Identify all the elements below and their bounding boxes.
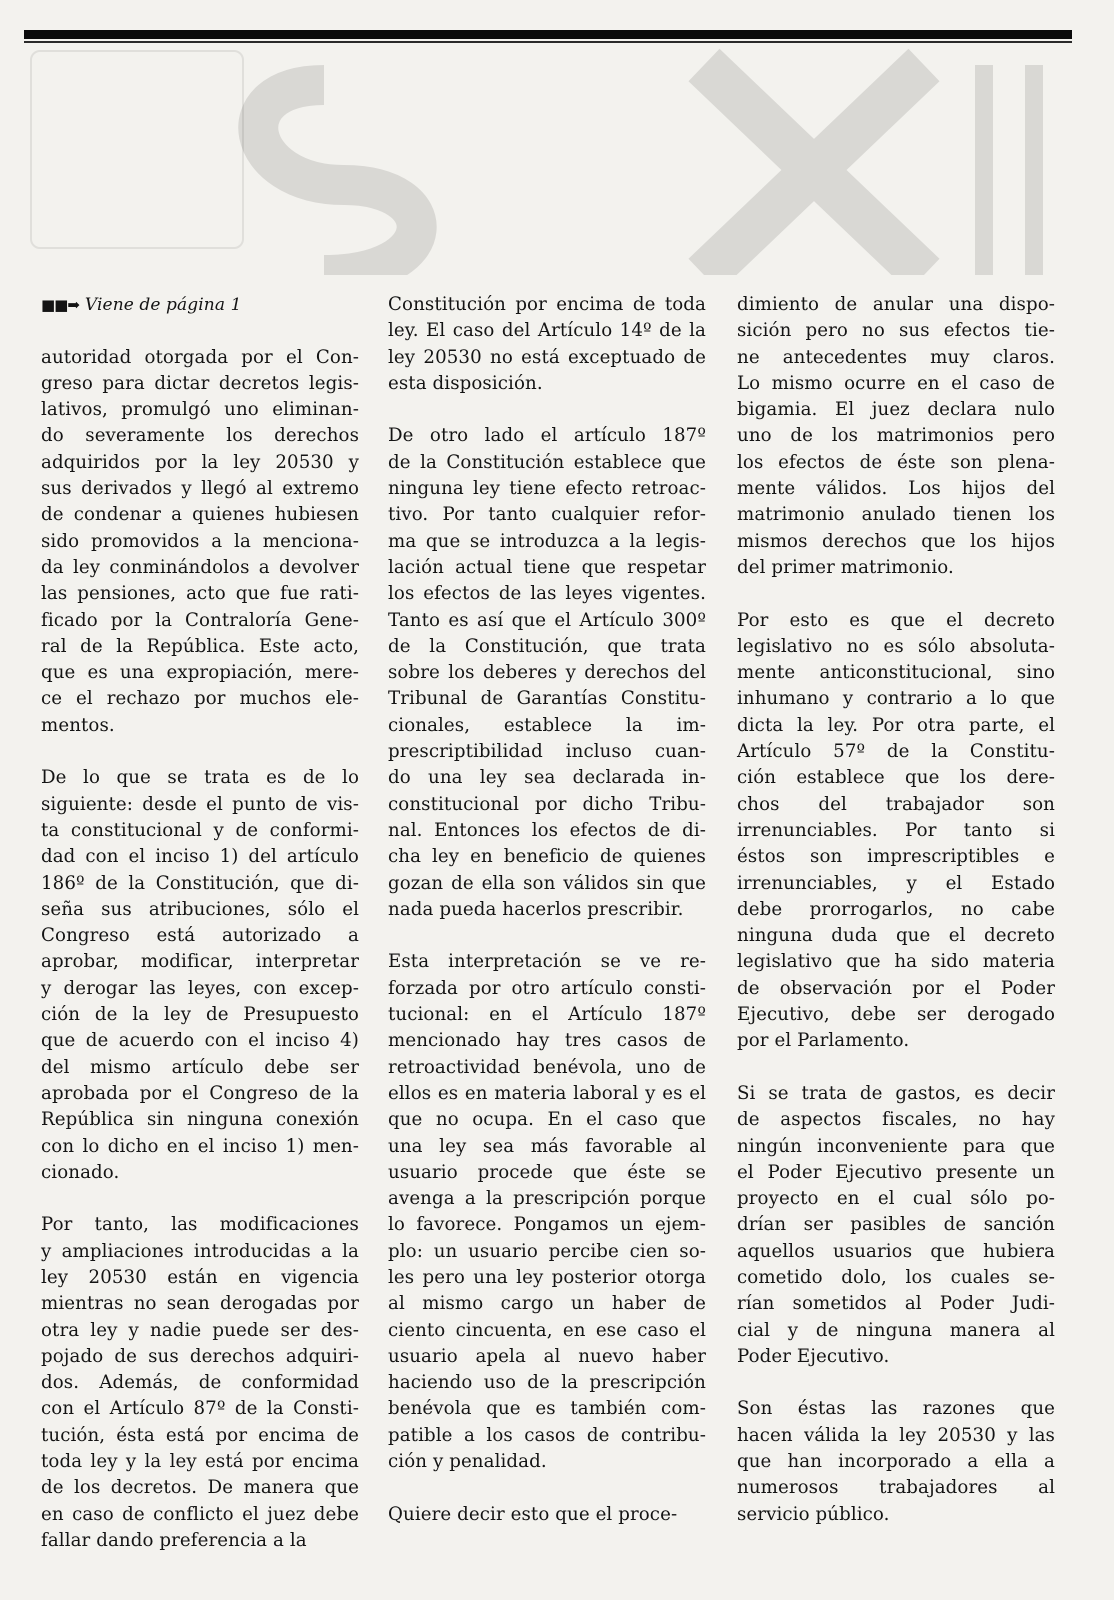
- text-line: pojado de sus derechos adquiri-: [41, 1345, 359, 1367]
- top-rule-thin: [24, 41, 1072, 43]
- text-line: do una ley sea declarada in-: [388, 767, 706, 789]
- article-column-2: [388, 292, 706, 1528]
- text-line: mente válidos. Los hijos del: [737, 478, 1055, 500]
- text-line: lativos, promulgó uno eliminan-: [41, 399, 359, 421]
- text-line: seña sus atribuciones, sólo el: [41, 898, 359, 920]
- text-line: cial y de ninguna manera al: [737, 1319, 1055, 1341]
- text-line: Tribunal de Garantías Constitu-: [388, 688, 706, 710]
- text-line: por el Parlamento.: [737, 1030, 910, 1052]
- spacer: [41, 318, 359, 344]
- text-line: mientras no sean derogadas por: [41, 1293, 359, 1315]
- text-line: ficado por la Contraloría Gene-: [41, 609, 359, 631]
- text-line: chos del trabajador son: [737, 793, 1055, 815]
- text-line: dimiento de anular una dispo-: [737, 294, 1055, 315]
- text-line: ciento cincuenta, en ese caso el: [388, 1319, 706, 1341]
- text-line: rían sometidos al Poder Judi-: [737, 1293, 1055, 1315]
- text-line: tución, ésta está por encima de: [41, 1424, 359, 1446]
- text-line: Esta interpretación se ve re-: [388, 951, 706, 973]
- text-line: mentos.: [41, 714, 115, 736]
- text-line: tucional: en el Artículo 187º: [388, 1004, 706, 1026]
- arrow-right-icon: ■■➡: [41, 296, 79, 314]
- text-line: irrenunciables, y el Estado: [737, 872, 1055, 894]
- text-line: ma que se introduzca a la legis-: [388, 530, 706, 552]
- top-rule: [24, 30, 1072, 39]
- text-line: debe prorrogarlos, no cabe: [737, 898, 1055, 920]
- text-line: sus derivados y llegó al extremo: [41, 478, 359, 500]
- text-line: Quiere decir esto que el proce-: [388, 1503, 678, 1525]
- text-line: República sin ninguna conexión: [41, 1109, 359, 1131]
- text-line: legislativo que ha sido materia: [737, 951, 1055, 973]
- text-line: que han incorporado a ella a: [737, 1451, 1055, 1473]
- text-line: Son éstas las razones que: [737, 1398, 1055, 1420]
- text-line: ción de la ley de Presupuesto: [41, 1004, 359, 1026]
- text-line: dad con el inciso 1) del artículo: [41, 846, 359, 868]
- text-line: que es una expropiación, mere-: [41, 662, 359, 684]
- text-line: esta disposición.: [388, 372, 543, 394]
- continuation-label: [41, 292, 359, 318]
- text-line: de aspectos fiscales, no hay: [737, 1109, 1055, 1131]
- text-line: Por esto es que el decreto: [737, 609, 1055, 631]
- paragraph-break: [388, 1475, 706, 1501]
- text-line: dos. Además, de conformidad: [41, 1372, 359, 1394]
- text-line: proyecto en el cual sólo po-: [737, 1188, 1055, 1210]
- text-line: del primer matrimonio.: [737, 556, 954, 578]
- text-line: Si se trata de gastos, es decir: [737, 1082, 1055, 1104]
- text-line: aquellos usuarios que hubiera: [737, 1240, 1055, 1262]
- text-line: el Poder Ejecutivo presente un: [737, 1161, 1055, 1183]
- text-line: cionales, establece la im-: [388, 714, 706, 736]
- text-line: nada pueda hacerlos prescribir.: [388, 898, 684, 920]
- text-line: ley. El caso del Artículo 14º de la: [388, 320, 706, 342]
- text-line: 186º de la Constitución, que di-: [41, 872, 359, 894]
- paragraph-break: [737, 1370, 1055, 1396]
- paragraph-break: [41, 1186, 359, 1212]
- text-line: aprobar, modificar, interpretar: [41, 951, 359, 973]
- text-line: adquiridos por la ley 20530 y: [41, 451, 359, 473]
- text-line: de observación por el Poder: [737, 977, 1055, 999]
- text-line: drían ser pasibles de sanción: [737, 1214, 1055, 1236]
- text-line: ley 20530 no está exceptuado de: [388, 346, 706, 368]
- text-line: uno de los matrimonios pero: [737, 425, 1055, 447]
- text-line: gozan de ella son válidos sin que: [388, 872, 706, 894]
- text-line: cometido dolo, los cuales se-: [737, 1266, 1055, 1288]
- text-line: ne antecedentes muy claros.: [737, 346, 1055, 368]
- text-line: hacen válida la ley 20530 y las: [737, 1424, 1055, 1446]
- text-line: matrimonio anulado tienen los: [737, 504, 1055, 526]
- text-line: toda ley y la ley está por encima: [41, 1451, 359, 1473]
- text-line: lo favorece. Pongamos un ejem-: [388, 1214, 706, 1236]
- text-line: ta constitucional y de conformi-: [41, 819, 359, 841]
- text-line: Lo mismo ocurre en el caso de: [737, 372, 1055, 394]
- text-line: ción y penalidad.: [388, 1451, 547, 1473]
- text-line: les pero una ley posterior otorga: [388, 1266, 706, 1288]
- text-line: Ejecutivo, debe ser derogado: [737, 1004, 1055, 1026]
- text-line: mente anticonstitucional, sino: [737, 662, 1055, 684]
- text-line: del mismo artículo debe ser: [41, 1056, 359, 1078]
- text-line: nal. Entonces los efectos de di-: [388, 819, 706, 841]
- text-line: cionado.: [41, 1161, 120, 1183]
- text-line: retroactividad benévola, uno de: [388, 1056, 706, 1078]
- text-line: Constitución por encima de toda: [388, 294, 706, 315]
- text-line: lación actual tiene que respetar: [388, 556, 706, 578]
- text-line: de los decretos. De manera que: [41, 1477, 359, 1499]
- text-line: ley 20530 están en vigencia: [41, 1266, 359, 1288]
- text-line: Poder Ejecutivo.: [737, 1345, 890, 1367]
- text-line: greso para dictar decretos legis-: [41, 372, 359, 394]
- text-line: éstos son imprescriptibles e: [737, 846, 1055, 868]
- article-body: [41, 292, 1055, 1562]
- text-line: cha ley en beneficio de quienes: [388, 846, 706, 868]
- text-line: con lo dicho en el inciso 1) men-: [41, 1135, 359, 1157]
- text-line: ningún inconveniente para que: [737, 1135, 1055, 1157]
- text-line: sido promovidos a la menciona-: [41, 530, 359, 552]
- text-line: ellos es en materia laboral y es el: [388, 1082, 706, 1104]
- text-line: forzada por otro artículo consti-: [388, 977, 706, 999]
- text-line: usuario procede que éste se: [388, 1161, 706, 1183]
- text-line: prescriptibilidad incluso cuan-: [388, 741, 706, 763]
- text-line: constitucional por dicho Tribu-: [388, 793, 706, 815]
- paragraph-break: [737, 1055, 1055, 1081]
- text-line: benévola que es también com-: [388, 1398, 706, 1420]
- continuation-text: Viene de página 1: [84, 295, 242, 315]
- paragraph-break: [737, 581, 1055, 607]
- text-line: da ley conminándolos a devolver: [41, 556, 359, 578]
- text-line: avenga a la prescripción porque: [388, 1188, 706, 1210]
- text-line: usuario apela al nuevo haber: [388, 1345, 706, 1367]
- text-line: que no ocupa. En el caso que: [388, 1109, 706, 1131]
- text-line: al mismo cargo un haber de: [388, 1293, 706, 1315]
- text-line: una ley sea más favorable al: [388, 1135, 706, 1157]
- paragraph-break: [388, 397, 706, 423]
- text-line: ce el rechazo por muchos ele-: [41, 688, 359, 710]
- text-line: siguiente: desde el punto de vis-: [41, 793, 359, 815]
- text-line: y ampliaciones introducidas a la: [41, 1240, 359, 1262]
- text-line: mismos derechos que los hijos: [737, 530, 1055, 552]
- text-line: las pensiones, acto que fue rati-: [41, 583, 359, 605]
- text-line: Por tanto, las modificaciones: [41, 1214, 359, 1236]
- text-line: Congreso está autorizado a: [41, 925, 359, 947]
- text-line: sición pero no sus efectos tie-: [737, 320, 1055, 342]
- text-line: aprobada por el Congreso de la: [41, 1082, 359, 1104]
- text-line: los efectos de éste son plena-: [737, 451, 1055, 473]
- paragraph-break: [388, 923, 706, 949]
- text-line: otra ley y nadie puede ser des-: [41, 1319, 359, 1341]
- text-line: autoridad otorgada por el Con-: [41, 346, 359, 368]
- text-line: de la Constitución establece que: [388, 451, 706, 473]
- text-line: con el Artículo 87º de la Consti-: [41, 1398, 359, 1420]
- text-line: inhumano y contrario a lo que: [737, 688, 1055, 710]
- text-line: tivo. Por tanto cualquier refor-: [388, 504, 706, 526]
- text-line: servicio público.: [737, 1503, 890, 1525]
- text-line: patible a los casos de contribu-: [388, 1424, 706, 1446]
- text-line: ninguna duda que el decreto: [737, 925, 1055, 947]
- article-column-3: [737, 292, 1055, 1528]
- text-line: haciendo uso de la prescripción: [388, 1372, 706, 1394]
- text-line: dicta la ley. Por otra parte, el: [737, 714, 1055, 736]
- text-line: bigamia. El juez declara nulo: [737, 399, 1055, 421]
- text-line: que de acuerdo con el inciso 4): [41, 1030, 359, 1052]
- text-line: do severamente los derechos: [41, 425, 359, 447]
- text-line: y derogar las leyes, con excep-: [41, 977, 359, 999]
- article-column-1: [41, 292, 359, 1554]
- text-line: en caso de conflicto el juez debe: [41, 1503, 359, 1525]
- text-line: legislativo no es sólo absoluta-: [737, 635, 1055, 657]
- text-line: de condenar a quienes hubiesen: [41, 504, 359, 526]
- text-line: numerosos trabajadores al: [737, 1477, 1055, 1499]
- text-line: los efectos de las leyes vigentes.: [388, 583, 706, 605]
- text-line: ninguna ley tiene efecto retroac-: [388, 478, 706, 500]
- bleed-through-box: [30, 50, 244, 249]
- text-line: De lo que se trata es de lo: [41, 767, 359, 789]
- text-line: plo: un usuario percibe cien so-: [388, 1240, 706, 1262]
- text-line: De otro lado el artículo 187º: [388, 425, 706, 447]
- text-line: Artículo 57º de la Constitu-: [737, 741, 1055, 763]
- text-line: ral de la República. Este acto,: [41, 635, 359, 657]
- text-line: fallar dando preferencia a la: [41, 1529, 307, 1551]
- text-line: sobre los deberes y derechos del: [388, 662, 706, 684]
- text-line: irrenunciables. Por tanto si: [737, 819, 1055, 841]
- text-line: Tanto es así que el Artículo 300º: [388, 609, 706, 631]
- text-line: mencionado hay tres casos de: [388, 1030, 706, 1052]
- text-line: de la Constitución, que trata: [388, 635, 706, 657]
- paragraph-break: [41, 739, 359, 765]
- text-line: ción establece que los dere-: [737, 767, 1055, 789]
